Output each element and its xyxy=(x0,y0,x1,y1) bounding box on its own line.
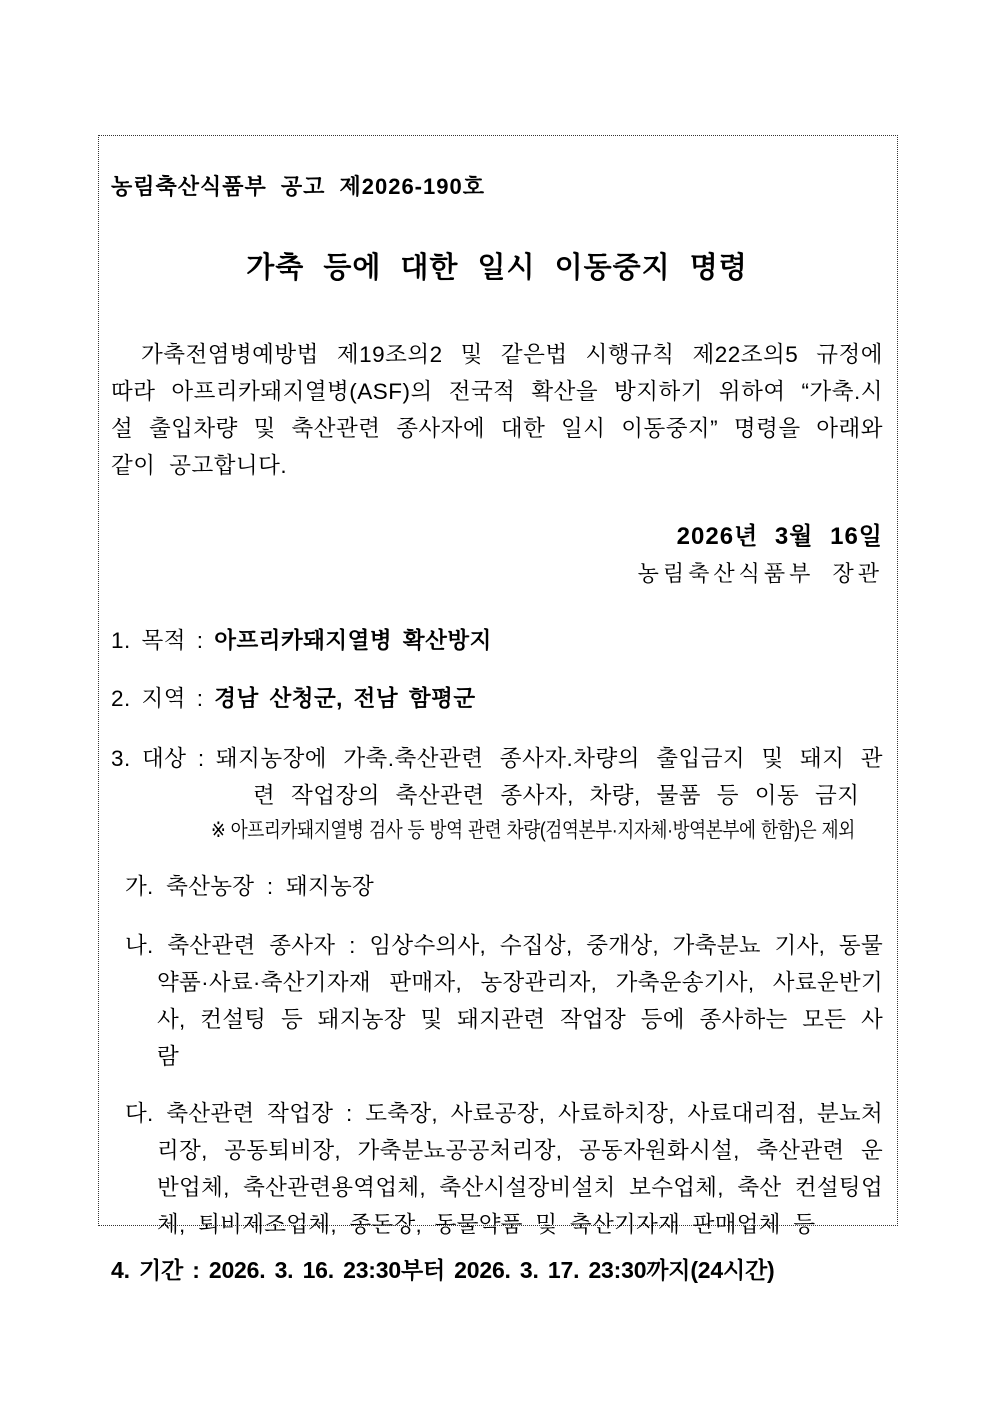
sub-item-workers-label: 나. xyxy=(125,933,154,958)
sub-item-workplaces-label: 다. xyxy=(125,1101,154,1126)
notice-date: 2026년 3월 16일 xyxy=(676,523,883,550)
sub-item-workers-text: 축산관련 종사자 : 임상수의사, 수집상, 중개상, 가축분뇨 기사, 동물약품·사료·축산기자재 판매자, 농장관리자, 가축운송기사, 사료운반기사, 컨설팅 등 돼지농장 및 돼지관련 작업장 등에 종사하는 모든 사람 xyxy=(157,933,883,1069)
target-exception-note xyxy=(111,816,883,846)
item-purpose-value: 아프리카돼지열병 확산방지 xyxy=(214,628,492,653)
notice-title: 가축 등에 대한 일시 이동중지 명령 xyxy=(246,252,748,284)
item-target-label: 3. 대상 : xyxy=(111,746,216,771)
doc-number: 농림축산식품부 공고 제2026-190호 xyxy=(111,174,485,199)
item-period: 4. 기간 : 2026. 3. 16. 23:30부터 2026. 3. 17. 23:30까지(24시간) xyxy=(111,1257,775,1283)
sub-item-livestock-farm xyxy=(111,868,883,905)
notice-border-box xyxy=(98,135,898,1283)
item-target xyxy=(111,740,883,814)
sub-item-workplaces-text: 축산관련 작업장 : 도축장, 사료공장, 사료하치장, 사료대리점, 분뇨처리장, 공동퇴비장, 가축분뇨공공처리장, 공동자원화시설, 축산관련 운반업체, 축산관련용역업체, 축산시설장비설치 보수업체, 축산 컨설팅업체, 퇴비제조업체, 종돈장, 동물약품 및 축산기자재 판매업체 등 xyxy=(157,1101,883,1237)
item-purpose xyxy=(111,626,883,656)
item-purpose-label: 1. 목적 : xyxy=(111,628,215,653)
notice-signer: 농림축산식품부 장관 xyxy=(637,561,883,586)
item-region-value: 경남 산청군, 전남 함평군 xyxy=(214,686,476,711)
item-region xyxy=(111,684,883,714)
sub-item-livestock-farm-text: 축산농장 : 돼지농장 xyxy=(166,874,375,899)
intro-paragraph: 가축전염병예방법 제19조의2 및 같은법 시행규칙 제22조의5 규정에 따라 아프리카돼지열병(ASF)의 전국적 확산을 방지하기 위하여 “가축.시설 출입차량 및 축산관련 종사자에 대한 일시 이동중지” 명령을 아래와 같이 공고합니다. xyxy=(111,342,883,478)
item-target-value: 돼지농장에 가축.축산관련 종사자.차량의 출입금지 및 돼지 관련 작업장의 축산관련 종사자, 차량, 물품 등 이동 금지 xyxy=(215,746,883,808)
signature-block xyxy=(111,520,883,594)
target-exception-note-text: ※ 아프리카돼지열병 검사 등 방역 관련 차량(검역본부·지자체·방역본부에 한함)은 제외 xyxy=(211,819,855,842)
sub-item-livestock-farm-label: 가. xyxy=(125,874,154,899)
sub-item-workplaces xyxy=(111,1095,883,1243)
sub-item-workers xyxy=(111,927,883,1075)
item-region-label: 2. 지역 : xyxy=(111,686,215,711)
